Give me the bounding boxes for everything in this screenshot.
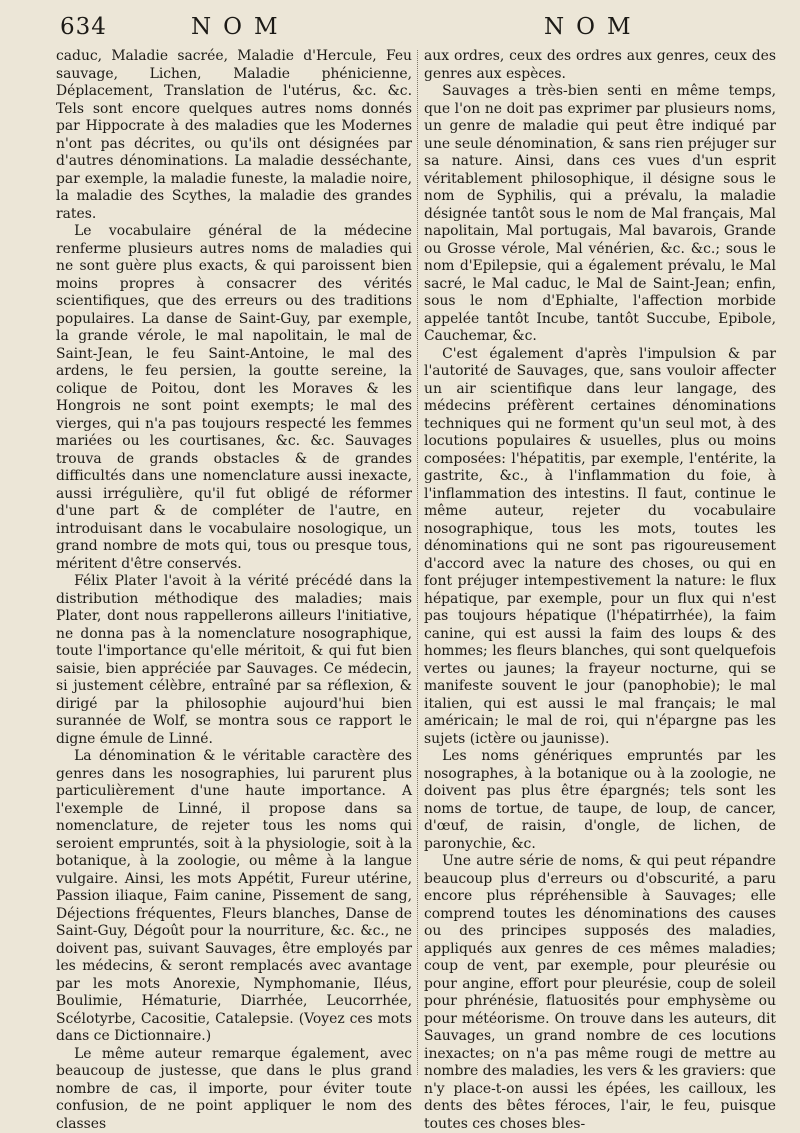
paragraph: La dénomination & le véritable caractère des genres dans les nosographies, lui parurent plus particulièrement d'une haute importance. A l'exemple de Linné, il propose dans sa nomenclature, de rejeter tous les noms qui seroient empruntés, soit à la physiologie, soit à la botanique, à la zoologie, ou même à la langue vulgaire. Ainsi, les mots Appétit, Fureur utérine, Passion iliaque, Faim canine, Pissement de sang, Déjections fréquentes, Fleurs blanches, Danse de Saint-Guy, Dégoût pour la nourriture, &c. &c., ne doivent pas, suivant Sauvages, être employés par les médecins, & seront remplacés avec avantage par les mots Anorexie, Nymphomanie, Iléus, Boulimie, Hématurie, Diarrhée, Leucorrhée, Scélotyrbe, Cacositie, Catalepsie. (Voyez ces mots dans ce Dictionnaire.) xyxy=(56,748,412,1046)
paragraph: Les noms génériques empruntés par les nosographes, à la botanique ou à la zoologie, ne doivent pas plus être épargnés; tels sont les noms de tortue, de taupe, de loup, de cancer, d'œuf, de raisin, d'ongle, de lichen, de paronychie, &c. xyxy=(424,748,776,853)
paragraph: caduc, Maladie sacrée, Maladie d'Hercule, Feu sauvage, Lichen, Maladie phénicienne, Déplacement, Translation de l'utérus, &c. &c. Tels sont encore quelques autres noms donnés par Hippocrate à des maladies que les Modernes n'ont pas décrites, ou qu'ils ont désignées par d'autres dénominations. La maladie desséchante, par exemple, la maladie funeste, la maladie noire, la maladie des Scythes, la maladie des grandes rates. xyxy=(56,48,412,223)
paragraph: Sauvages a très-bien senti en même temps, que l'on ne doit pas exprimer par plusieurs noms, un genre de maladie qui peut être indiqué par une seule dénomination, & sans rien préjuger sur sa nature. Ainsi, dans ces vues d'un esprit véritablement philosophique, il désigne sous le nom de Syphilis, qui a prévalu, la maladie désignée tantôt sous le nom de Mal français, Mal napolitain, Mal portugais, Mal bavarois, Grande ou Grosse vérole, Mal vénérien, &c. &c.; sous le nom d'Epilepsie, qui a également prévalu, le Mal sacré, le Mal caduc, le Mal de Saint-Jean; enfin, sous le nom d'Ephialte, l'affection morbide appelée tantôt Incube, tantôt Succube, Epibole, Cauchemar, &c. xyxy=(424,83,776,346)
paragraph: aux ordres, ceux des ordres aux genres, ceux des genres aux espèces. xyxy=(424,48,776,83)
paragraph: Le même auteur remarque également, avec beaucoup de justesse, que dans le plus grand nombre de cas, il importe, pour éviter toute confusion, de ne point appliquer le nom des classes xyxy=(56,1046,412,1133)
running-title-right: NOM xyxy=(544,12,643,42)
right-column xyxy=(424,48,776,1085)
page-number: 634 xyxy=(60,12,107,42)
paragraph: Une autre série de noms, & qui peut répandre beaucoup plus d'erreurs ou d'obscurité, a paru encore plus répréhensible à Sauvages; elle comprend toutes les dénominations des causes ou des principes supposés des maladies, appliqués aux genres de ces mêmes maladies; coup de vent, par exemple, pour pleurésie ou pour angine, effort pour pleurésie, coup de soleil pour phrénésie, flatuosités pour emphysème ou pour météorisme. On trouve dans les auteurs, dit Sauvages, un grand nombre de ces locutions inexactes; on n'a pas même rougi de mettre au nombre des maladies, les vers & les graviers: que n'y place-t-on aussi les épées, les cailloux, les dents des bêtes féroces, l'air, le feu, puisque toutes ces choses bles- xyxy=(424,853,776,1133)
left-column xyxy=(56,48,412,1085)
page-header xyxy=(56,12,764,42)
paragraph: C'est également d'après l'impulsion & par l'autorité de Sauvages, que, sans vouloir affecter un air scientifique dans leur langage, des médecins préfèrent certaines dénominations techniques qui ne forment qu'un seul mot, à des locutions populaires & usuelles, plus ou moins composées: l'hépatitis, par exemple, l'entérite, la gastrite, &c., à l'inflammation du foie, à l'inflammation des intestins. Il faut, continue le même auteur, rejeter du vocabulaire nosographique, tous les mots, toutes les dénominations qui ne sont pas rigoureusement d'accord avec la nature des choses, ou qui en font préjuger intempestivement la nature: le flux hépatique, par exemple, pour un flux qui n'est pas toujours hépatique (l'hépatirrhée), la faim canine, qui est aussi la faim des loups & des hommes; les fleurs blanches, qui sont quelquefois vertes ou jaunes; la frayeur nocturne, qui se manifeste souvent le jour (panophobie); le mal italien, qui est aussi le mal français; le mal américain; le mal de roi, qui n'épargne pas les sujets (ictère ou jaunisse). xyxy=(424,346,776,749)
column-divider xyxy=(417,50,418,1075)
running-title-left: NOM xyxy=(191,12,290,42)
paragraph: Félix Plater l'avoit à la vérité précédé dans la distribution méthodique des maladies; mais Plater, dont nous rappellerons ailleurs l'initiative, ne donna pas à la nomenclature nosographique, toute l'importance qu'elle méritoit, & qui fut bien saisie, bien appréciée par Sauvages. Ce médecin, si justement célèbre, entraîné par sa réflexion, & dirigé par la philosophie aujourd'hui bien surannée de Wolf, se montra sous ce rapport le digne émule de Linné. xyxy=(56,573,412,748)
paragraph: Le vocabulaire général de la médecine renferme plusieurs autres noms de maladies qui ne sont guère plus exacts, & qui paroissent bien moins propres à consacrer des vérités scientifiques, que des erreurs ou des traditions populaires. La danse de Saint-Guy, par exemple, la grande vérole, le mal napolitain, le mal de Saint-Jean, le feu Saint-Antoine, le mal des ardens, le feu persien, la goutte sereine, la colique de Poitou, dont les Moraves & les Hongrois ne sont point exempts; le mal des vierges, qui n'a pas toujours respecté les femmes mariées ou les courtisanes, &c. &c. Sauvages trouva de grands obstacles & de grandes difficultés dans une nomenclature aussi inexacte, aussi irrégulière, qu'il fut obligé de réformer d'une part & de compléter de l'autre, en introduisant dans le vocabulaire nosologique, un grand nombre de mots qui, tous ou presque tous, méritent d'être conservés. xyxy=(56,223,412,573)
